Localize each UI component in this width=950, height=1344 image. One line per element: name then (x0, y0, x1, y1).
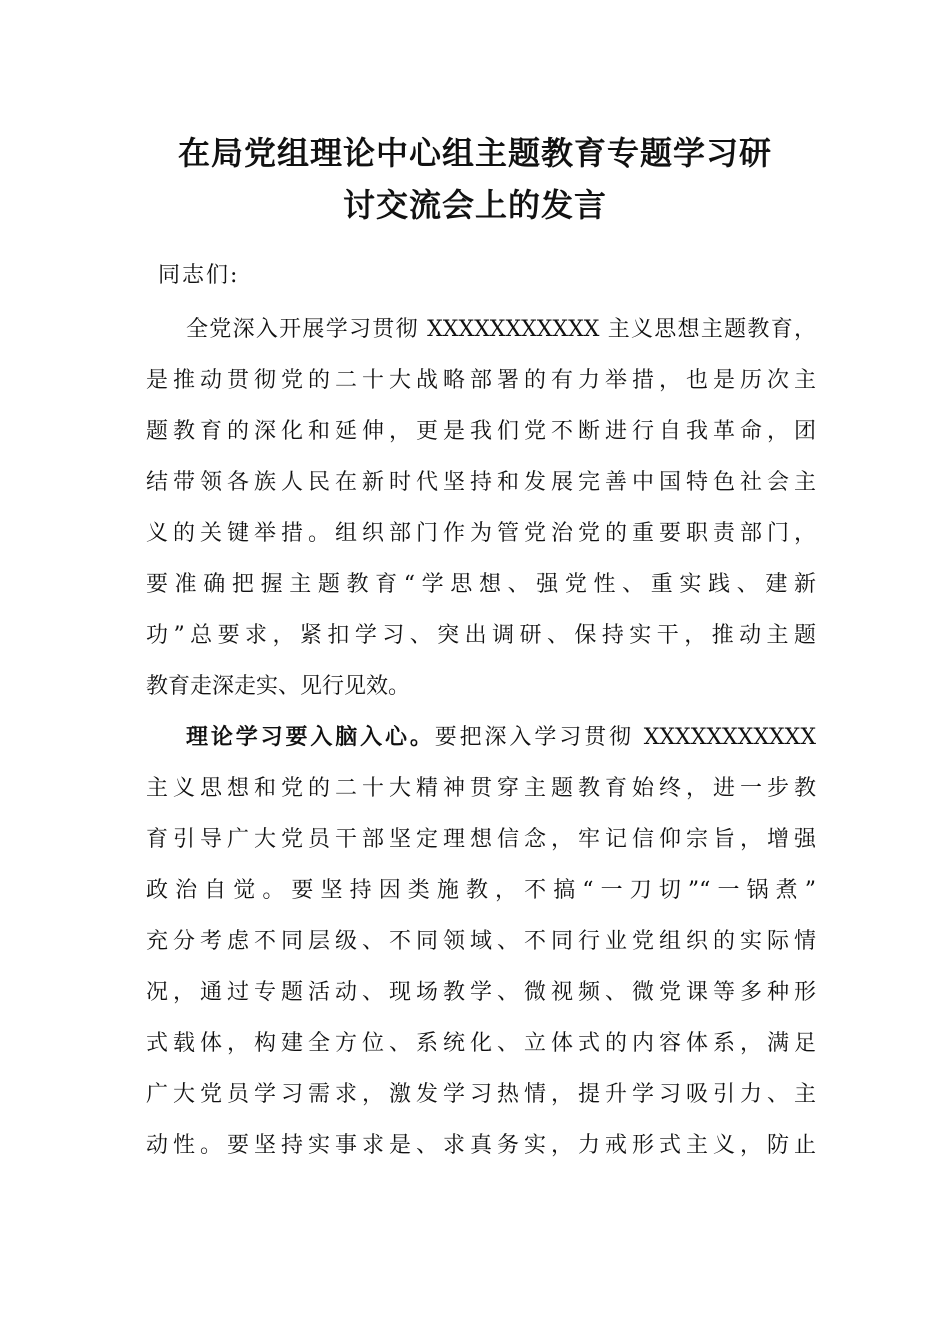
paragraph-line: 充分考虑不同层级、不同领域、不同行业党组织的实际情 (146, 929, 816, 954)
paragraph-line: 况，通过专题活动、现场教学、微视频、微党课等多种形 (146, 980, 816, 1005)
paragraph-line: 功”总要求，紧扣学习、突出调研、保持实干，推动主题 (146, 623, 816, 648)
paragraph-line: 主义思想和党的二十大精神贯穿主题教育始终，进一步教 (146, 776, 816, 801)
paragraph-line: 是推动贯彻党的二十大战略部署的有力举措，也是历次主 (146, 368, 816, 393)
paragraph-line: 题教育的深化和延伸，更是我们党不断进行自我革命，团 (146, 419, 816, 444)
paragraph-line: 教育走深走实、见行见效。 (146, 674, 411, 699)
document-title-line-2: 讨交流会上的发言 (342, 186, 607, 224)
paragraph-1 (146, 304, 816, 712)
paragraph-line: 全党深入开展学习贯彻 XXXXXXXXXXX 主义思想主题教育， (186, 317, 816, 342)
paragraph-line: 动性。要坚持实事求是、求真务实，力戒形式主义，防止 (146, 1133, 816, 1158)
paragraph-line: 育引导广大党员干部坚定理想信念，牢记信仰宗旨，增强 (146, 827, 816, 852)
paragraph-line: 要准确把握主题教育“学思想、强党性、重实践、建新 (146, 572, 816, 597)
paragraph-2 (146, 712, 816, 1171)
salutation: 同志们: (158, 263, 240, 288)
paragraph-lead-heading: 理论学习要入脑入心。 (186, 725, 435, 750)
paragraph-line: 式载体，构建全方位、系统化、立体式的内容体系，满足 (146, 1031, 816, 1056)
document-title-line-1: 在局党组理论中心组主题教育专题学习研 (177, 134, 772, 172)
paragraph-first-line-rest: 要把深入学习贯彻 XXXXXXXXXXX (434, 725, 816, 750)
paragraph-line: 结带领各族人民在新时代坚持和发展完善中国特色社会主 (146, 470, 816, 495)
paragraph-line: 义的关键举措。组织部门作为管党治党的重要职责部门， (146, 521, 816, 546)
paragraph-line: 广大党员学习需求，激发学习热情，提升学习吸引力、主 (146, 1082, 816, 1107)
paragraph-first-line (146, 712, 816, 763)
paragraph-line: 政治自觉。要坚持因类施教，不搞“一刀切”“一锅煮” (146, 878, 816, 903)
